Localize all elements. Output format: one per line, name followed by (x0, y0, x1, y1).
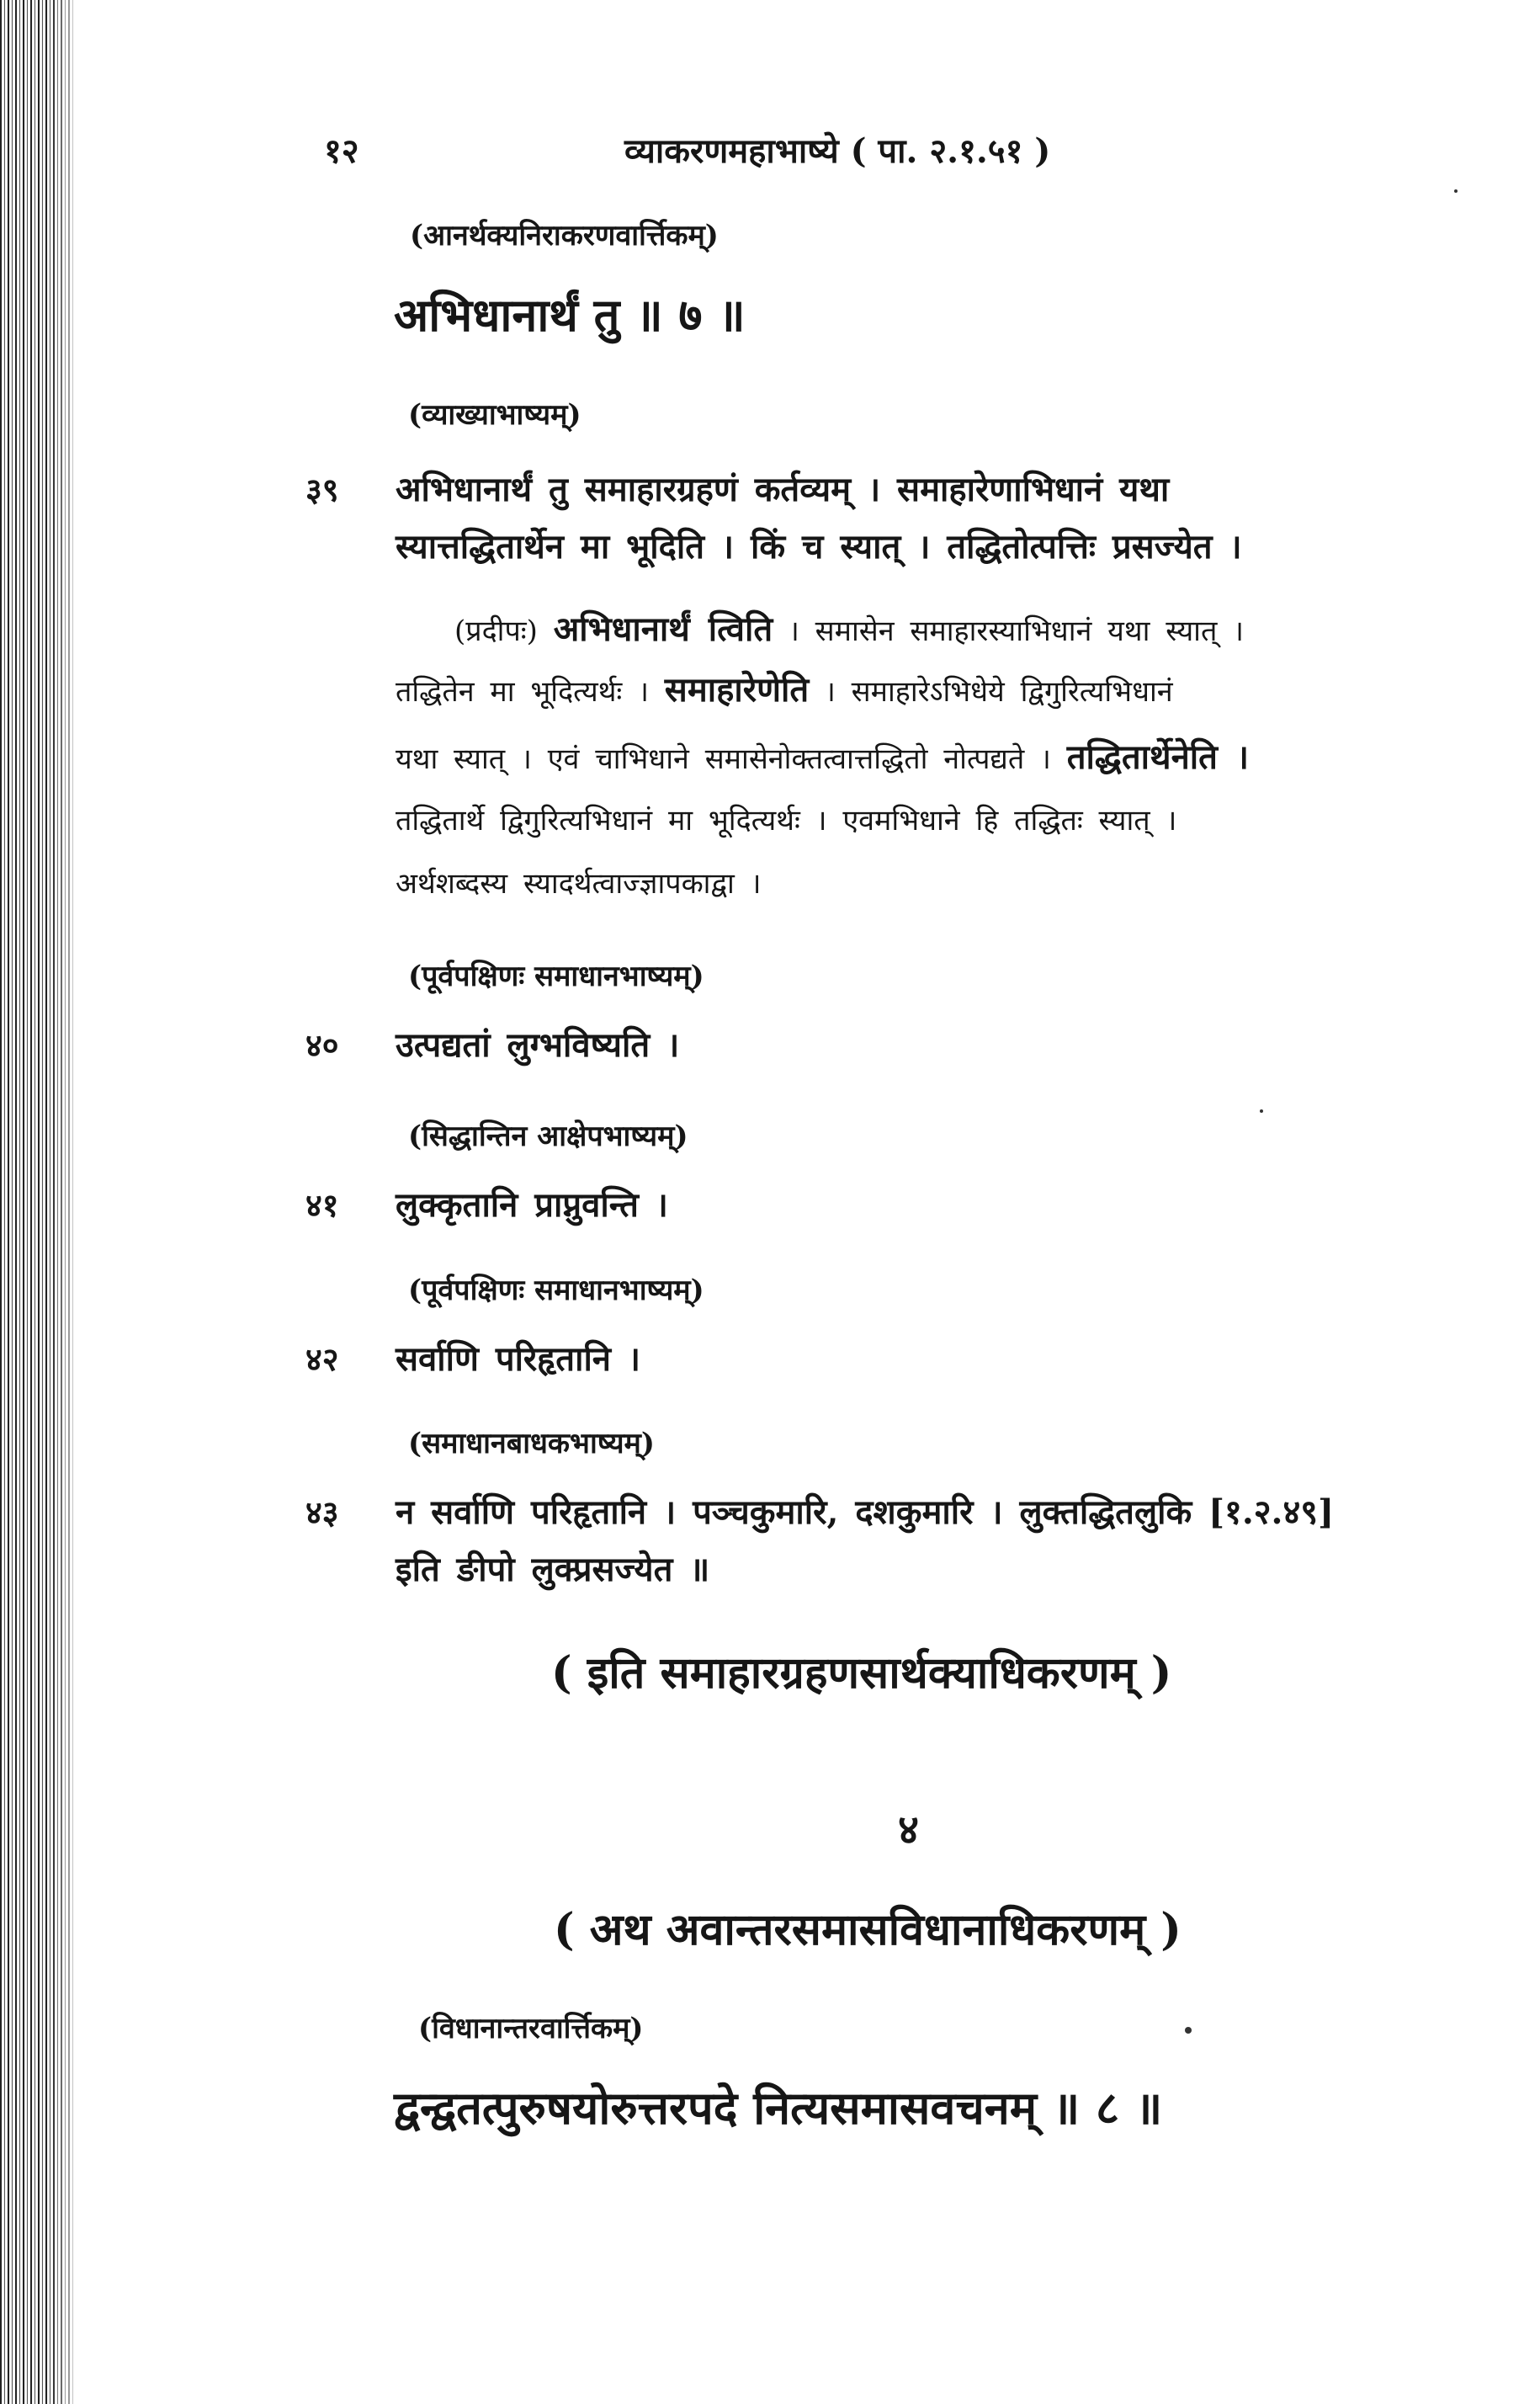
paragraph-number: ४० (305, 1026, 339, 1064)
pradipa-lemma: समाहारेणेति (664, 670, 810, 710)
pradipa-line (396, 665, 1173, 711)
scan-speck (1260, 1109, 1263, 1113)
section-label: (व्याख्याभाष्यम्) (408, 398, 581, 432)
vartika-8: द्वन्द्वतत्पुरुषयोरुत्तरपदे नित्यसमासवचनम् ॥ ८ ॥ (394, 2081, 1163, 2135)
scan-speck (1454, 189, 1458, 193)
paragraph-number: ३९ (305, 471, 339, 508)
section-end-title: ( इति समाहारग्रहणसार्थक्याधिकरणम् ) (551, 1647, 1172, 1699)
pradipa-lemma: अभिधानार्थं त्विति (553, 609, 773, 649)
binding-shadow (50, 0, 84, 2404)
scan-speck (1185, 2027, 1192, 2034)
bhashya-line: इति ङीपो लुक्प्रसज्येत ॥ (396, 1550, 710, 1589)
pradipa-text: यथा स्यात् । एवं चाभिधाने समासेनोक्तत्वात्तद्धितो नोत्पद्यते । (396, 742, 1051, 776)
page-number: १२ (324, 131, 359, 171)
paragraph-number: ४२ (305, 1340, 339, 1378)
pradipa-text: तद्धितेन मा भूदित्यर्थः । (396, 675, 649, 709)
section-label: (पूर्वपक्षिणः समाधानभाष्यम्) (408, 960, 704, 993)
section-label: (सिद्धान्तिन आक्षेपभाष्यम्) (408, 1120, 688, 1153)
bhashya-line: स्यात्तद्धितार्थेन मा भूदिति । किं च स्यात् । तद्धितोत्पत्तिः प्रसज्येत । (396, 527, 1242, 566)
bhashya-line: अभिधानार्थं तु समाहारग्रहणं कर्तव्यम् । समाहारेणाभिधानं यथा (396, 470, 1170, 509)
pradipa-line: अर्थशब्दस्य स्यादर्थत्वाज्ज्ञापकाद्वा । (396, 867, 762, 901)
section-number: ४ (898, 1806, 919, 1854)
paragraph-number: ४३ (305, 1493, 339, 1531)
paragraph-number: ४१ (305, 1186, 339, 1224)
pradipa-line: तद्धितार्थे द्विगुरित्यभिधानं मा भूदित्यर्थः । एवमभिधाने हि तद्धितः स्यात् । (396, 804, 1177, 838)
section-label: (विधानान्तरवार्त्तिकम्) (418, 2012, 644, 2045)
section-label: (समाधानबाधकभाष्यम्) (408, 1427, 655, 1460)
vartika-7: अभिधानार्थं तु ॥ ७ ॥ (394, 288, 746, 342)
bhashya-line: सर्वाणि परिहृतानि । (396, 1339, 641, 1379)
pradipa-text: । समासेन समाहारस्याभिधानं यथा स्यात् । (788, 614, 1245, 648)
section-start-title: ( अथ अवान्तरसमासविधानाधिकरणम् ) (554, 1904, 1182, 1955)
section-label: (पूर्वपक्षिणः समाधानभाष्यम्) (408, 1274, 704, 1307)
running-header: व्याकरणमहाभाष्ये ( पा. २.१.५१ ) (624, 131, 1051, 171)
section-label: (आनर्थक्यनिराकरणवार्त्तिकम्) (410, 219, 719, 253)
pradipa-text: । समाहारेऽभिधेये द्विगुरित्यभिधानं (824, 675, 1173, 709)
bhashya-line: न सर्वाणि परिहृतानि । पञ्चकुमारि, दशकुमारि । लुक्तद्धितलुकि [१.२.४९] (396, 1492, 1334, 1532)
bhashya-line: उत्पद्यतां लुग्भविष्यति । (396, 1025, 680, 1065)
pradipa-label: (प्रदीपः) (454, 614, 538, 648)
bhashya-line: लुक्कृतानि प्राप्नुवन्ति । (396, 1185, 668, 1225)
pradipa-line (396, 732, 1249, 779)
pradipa-line (454, 604, 1244, 651)
pradipa-lemma: तद्धितार्थेनेति । (1066, 737, 1250, 777)
